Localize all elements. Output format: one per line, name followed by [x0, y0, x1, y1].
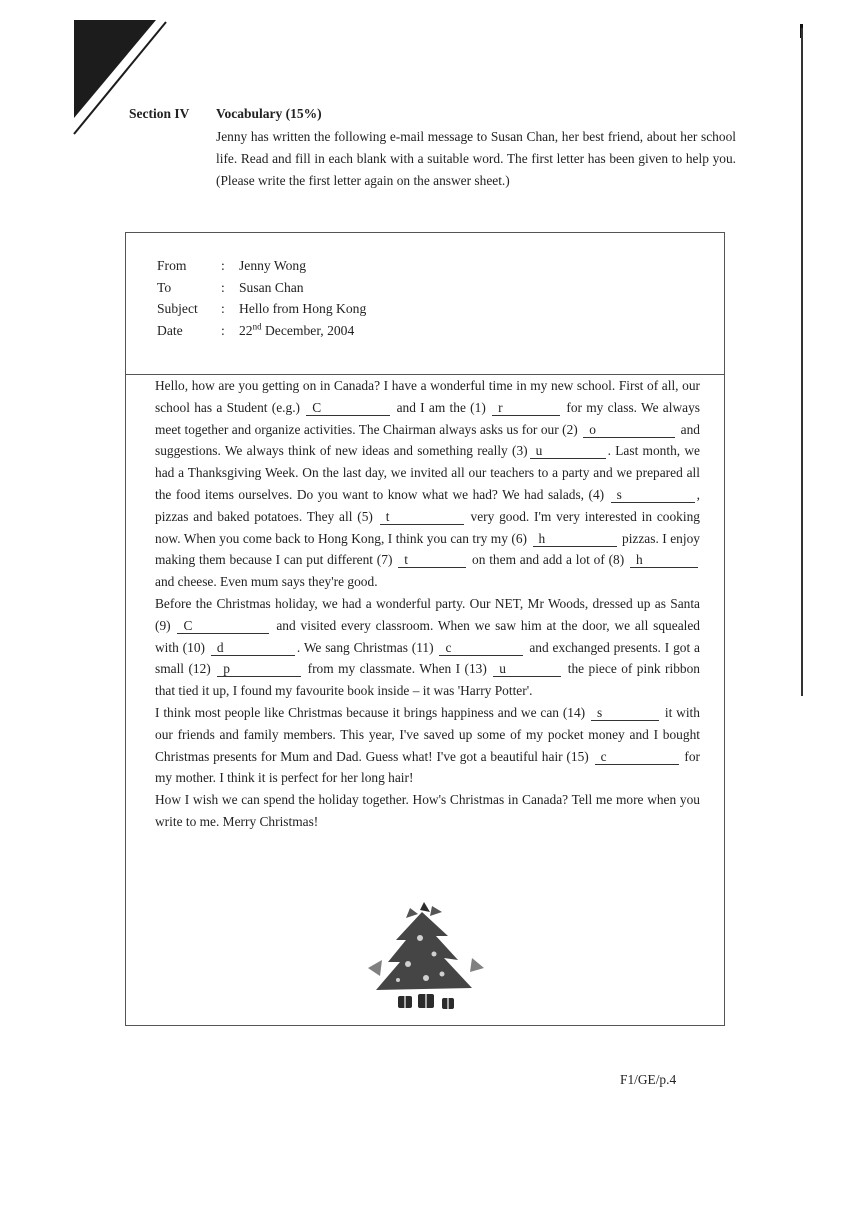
blank-7[interactable]: t [398, 552, 466, 568]
blank-12[interactable]: p [217, 661, 301, 677]
header-colon: : [221, 257, 225, 273]
date-rest: December, 2004 [261, 323, 355, 339]
blank-14[interactable]: s [591, 705, 659, 721]
text-run: the piece of pink ribbon that tied it up, I found my favourite book inside – it was 'Harry Potter'. [155, 661, 700, 699]
text-run: and exchanged presents. I got a small (12) [155, 639, 700, 677]
header-colon: : [221, 323, 225, 339]
header-value: Jenny Wong [239, 257, 306, 273]
body-paragraph-4: How I wish we can spend the holiday together. How's Christmas in Canada? Tell me more when you write to me. Merry Christmas! [155, 792, 700, 829]
instructions: Jenny has written the following e-mail message to Susan Chan, her best friend, about her school life. Read and fill in each blank with a suitable word. The first letter has been given to help you. (Please write the first letter again on the answer sheet.) [216, 129, 736, 188]
header-value: Susan Chan [239, 279, 304, 295]
header-key: Date [157, 323, 183, 339]
blank-4[interactable]: s [611, 487, 695, 503]
text-run: , pizzas and baked potatoes. They all (5) [155, 486, 700, 524]
text-run: and I am the (1) [396, 399, 486, 415]
header-value-date [239, 323, 354, 339]
text-run: and cheese. Even mum says they're good. [155, 574, 378, 590]
email-headers [157, 255, 366, 342]
header-from [157, 255, 366, 277]
blank-11[interactable]: c [439, 640, 523, 656]
blank-5[interactable]: t [380, 509, 464, 525]
text-run: . Last month, we had a Thanksgiving Week. On the last day, we invited all our teachers to a party and we prepared all the food items ourselves. Do you want to know what we had? We had salads, (4) [155, 443, 700, 502]
text-run: pizzas. I enjoy making them because I can put different (7) [155, 530, 700, 568]
blank-2[interactable]: o [583, 422, 675, 438]
blank-1[interactable]: r [492, 400, 560, 416]
blank-13[interactable]: u [493, 661, 561, 677]
blank-example[interactable]: C [306, 400, 390, 416]
header-subject [157, 299, 366, 321]
page-footer: F1/GE/p.4 [620, 1072, 677, 1087]
section-label: Section IV [129, 106, 190, 121]
date-suffix: nd [252, 321, 262, 332]
text-run: Hello, how are you getting on in Canada? I have a wonderful time in my new school. First of all, our school has a Student (e.g.) [155, 378, 700, 415]
blank-9[interactable]: C [177, 618, 269, 634]
section-title: Vocabulary (15%) [216, 106, 322, 121]
text-run: I think most people like Christmas because it brings happiness and we can (14) [155, 704, 586, 720]
blank-15[interactable]: c [595, 749, 679, 765]
body-paragraph-2 [155, 593, 700, 702]
header-to [157, 277, 366, 299]
blank-8[interactable]: h [630, 552, 698, 568]
text-run: very good. I'm very interested in cooking now. When you come back to Hong Kong, I think you can try my (6) [155, 508, 700, 546]
text-run: . We sang Christmas (11) [296, 639, 434, 655]
text-run: it with our friends and family members. This year, I've saved up some of my pocket money and I bought Christmas presents for Mum and Dad. Guess what! I've got a beautiful hair (15) [155, 704, 700, 764]
body-paragraph-3 [155, 702, 700, 789]
blank-6[interactable]: h [533, 531, 617, 547]
header-key: Subject [157, 301, 198, 317]
text-run: from my classmate. When I (13) [307, 661, 487, 677]
right-edge-line [801, 28, 803, 696]
christmas-tree-icon [360, 898, 490, 1023]
header-date [157, 320, 366, 342]
blank-10[interactable]: d [211, 640, 295, 656]
text-run: Before the Christmas holiday, we had a wonderful party. Our NET, Mr Woods, dressed up as Santa (9) [155, 595, 700, 633]
header-colon: : [221, 279, 225, 295]
blank-3[interactable]: u [530, 443, 606, 459]
text-run: and visited every classroom. When we saw him at the door, we all squealed with (10) [155, 617, 700, 655]
header-key: To [157, 279, 172, 295]
text-run: and suggestions. We always think of new ideas and something really (3) [155, 421, 700, 459]
date-day: 22 [239, 323, 253, 339]
header-colon: : [221, 301, 225, 317]
body-paragraph-1 [155, 375, 700, 593]
text-run: for my class. We always meet together and organize activities. The Chairman always asks us for our (2) [155, 399, 700, 437]
email-body [155, 375, 700, 833]
header-key: From [157, 257, 187, 273]
text-run: for my mother. I think it is perfect for her long hair! [155, 748, 700, 786]
header-value: Hello from Hong Kong [239, 301, 367, 317]
text-run: on them and add a lot of (8) [472, 552, 625, 568]
